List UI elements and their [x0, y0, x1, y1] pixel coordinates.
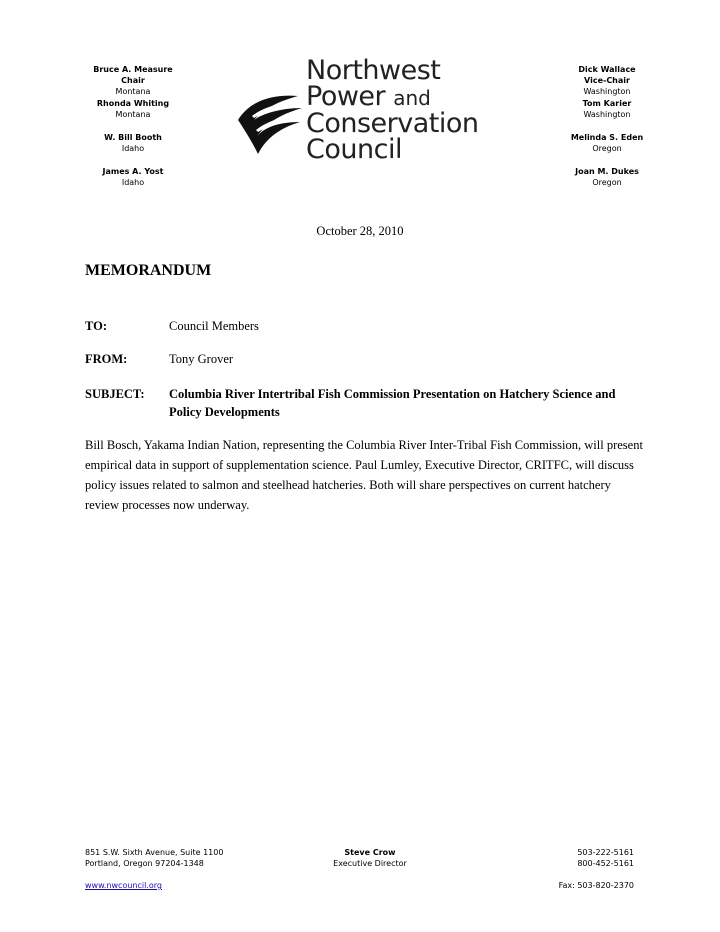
fish-emblem-icon: [232, 80, 312, 160]
logo-line: Northwest: [306, 55, 441, 86]
subject-value: Columbia River Intertribal Fish Commission Presentation on Hatchery Science and Policy Developments: [169, 387, 616, 419]
logo-line: Conservation: [306, 108, 479, 139]
member-name: Melinda S. Eden: [570, 133, 644, 142]
member-state: Montana: [115, 110, 151, 119]
council-member: [532, 98, 682, 132]
logo-line: [306, 81, 479, 112]
director-title: Executive Director: [333, 859, 407, 868]
council-member: [58, 64, 208, 98]
logo-word: Power: [306, 81, 386, 112]
to-label: TO:: [85, 319, 107, 333]
footer-address: [85, 847, 223, 869]
member-role: Chair: [121, 76, 145, 85]
from-label: FROM:: [85, 352, 128, 366]
council-member: [532, 132, 682, 166]
member-state: Oregon: [592, 178, 622, 187]
council-member: [532, 64, 682, 98]
member-name: Dick Wallace: [578, 65, 636, 74]
council-members-left: [58, 64, 208, 200]
council-member: [58, 166, 208, 200]
memo-title: MEMORANDUM: [85, 262, 212, 279]
member-state: Idaho: [121, 144, 145, 153]
phone-number: 800-452-5161: [577, 859, 634, 868]
phone-number: 503-222-5161: [577, 848, 634, 857]
council-members-right: [532, 64, 682, 200]
member-state: Washington: [583, 87, 631, 96]
member-name: Rhonda Whiting: [96, 99, 170, 108]
member-state: Idaho: [121, 178, 145, 187]
member-name: Tom Karier: [582, 99, 632, 108]
member-name: Joan M. Dukes: [575, 167, 639, 176]
footer-director: [280, 847, 460, 869]
director-name: Steve Crow: [344, 848, 396, 857]
from-value: Tony Grover: [169, 352, 234, 366]
council-member: [58, 132, 208, 166]
member-name: James A. Yost: [102, 167, 164, 176]
member-name: W. Bill Booth: [104, 133, 162, 142]
address-line: 851 S.W. Sixth Avenue, Suite 1100: [85, 848, 224, 857]
memo-body: Bill Bosch, Yakama Indian Nation, representing the Columbia River Inter-Tribal Fish Commission, will present empirical data in support of supplementation science. Paul Lumley, Executive Director, CRITFC, will discuss policy issues related to salmon and steelhead hatcheries. Both will share perspectives on current hatchery review processes now underway.: [85, 438, 643, 512]
subject-label: SUBJECT:: [85, 387, 145, 401]
council-member: [532, 166, 682, 200]
council-logo: [232, 55, 512, 170]
member-state: Washington: [583, 110, 631, 119]
member-role: Vice-Chair: [584, 76, 630, 85]
memo-date: October 28, 2010: [316, 224, 404, 238]
address-line: Portland, Oregon 97204-1348: [85, 859, 204, 868]
website-link[interactable]: www.nwcouncil.org: [85, 881, 162, 890]
footer-phones: [577, 847, 634, 869]
logo-line: Council: [306, 134, 402, 165]
fax-number: Fax: 503-820-2370: [558, 881, 634, 890]
logo-wordmark: [306, 55, 479, 165]
member-state: Montana: [115, 87, 151, 96]
member-state: Oregon: [592, 144, 622, 153]
to-value: Council Members: [169, 319, 259, 333]
member-name: Bruce A. Measure: [93, 65, 173, 74]
logo-word: and: [393, 86, 431, 110]
council-member: [58, 98, 208, 132]
